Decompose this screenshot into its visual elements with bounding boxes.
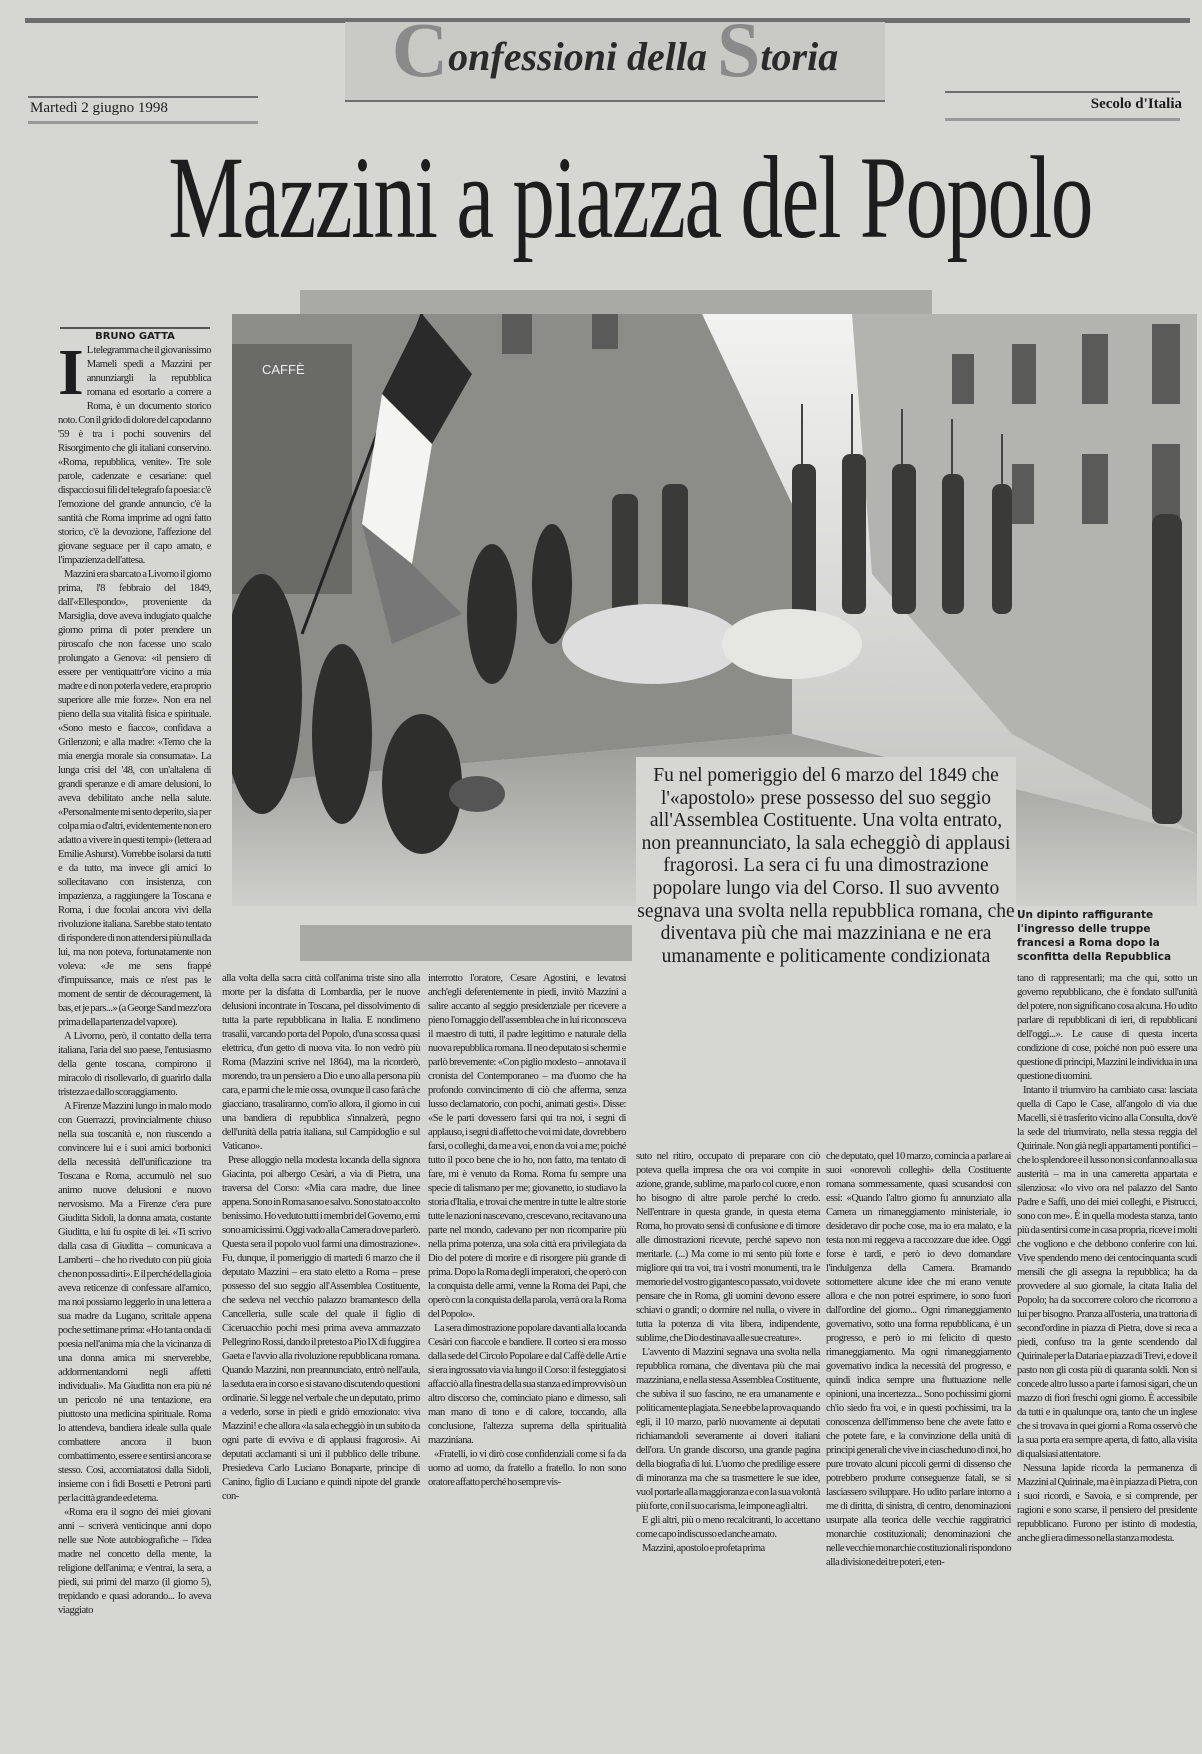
- paragraph: La sera dimostrazione popolare davanti alla locanda Cesàri con fiaccole e bandiere. Il corteo si era mosso dalla sede del Circolo Popolare e dal Caffè delle Arti e si era ingrossato via via lungo il Corso: il festeggiato si affacciò alla finestra della sua stanza ed improvvisò un altro discorso che, cominciato piano e dimesso, salì man mano di tono e di calore, toccando, alla conclusione, l'altezza suprema della spiritualità mazziniana.: [428, 1323, 626, 1446]
- headline: Mazzini a piazza del Popolo: [168, 132, 1092, 263]
- paragraph: «Roma era il sogno dei miei giovani anni – scriverà venticinque anni dopo nelle sue Note autobiografiche – l'idea madre nel concetto della mente, la religione dell'anima; e v'entrai, la sera, a piedi, sui primi del marzo (il giorno 5), trepidando e quasi adorando... Io aveva viaggiato: [58, 1507, 211, 1616]
- dog: [449, 776, 505, 812]
- headline-underbar: [300, 290, 932, 314]
- paragraph: L telegramma che il giovanissimo Mameli spedì a Mazzini per annunziargli la repubblica romana ed esortarlo a correre a Roma, è un documento storico noto. Con il grido di dolore del capodanno '59 è tra i pochi souvenirs del Risorgimento che gli italiani conservino. «Roma, repubblica, venite». Tre sole parole, cadenzate e cesariane: quel dispaccio sui fili del telegrafo fa poesia: c'è l'emozione del grande annuncio, c'è la santità che Roma imprime ad ogni fatto storico, c'è la devozione, l'affezione del giovane seguace per il capo amato, e l'impazienza dell'attesa.: [58, 345, 211, 566]
- header-rule-center: [345, 100, 885, 102]
- cafe-doorway: [232, 344, 352, 594]
- paragraph: A Livorno, però, il contatto della terra italiana, l'aria del suo paese, l'entusiasmo della gente toscana, compirono il miracolo di risollevarlo, di guarirlo dalla tristezza e dallo scoraggiamento.: [58, 1031, 211, 1098]
- cafe-sign: CAFFÈ: [262, 362, 305, 377]
- paragraph: che deputato, quel 10 marzo, comincia a parlare ai suoi «onorevoli colleghi» della Costituente romana sommessamente, quasi scusandosi con essi: «Quando l'altro giorno fu annunziato alla Camera un rimaneggiamento ministeriale, io desideravo dir poche cose, ma io era malato, e la testa non mi reggeva a raccozzare due idee. Oggi forse è tardi, e però io devo domandare l'indulgenza della Camera. Bramando sottomettere alcune idee che mi erano venute allora e che non potrei esprimere, io sono fuori dall'ordine del giorno... Ogni rimaneggiamento governativo, sotto una forma repubblicana, è un progresso, e però io mi felicito di questo rimaneggiamento. Ma ogni rimaneggiamento governativo indica la necessità del progresso, e quindi indica sempre una fluttuazione nelle opinioni, una incertezza... Sono pochissimi giorni ch'io siedo fra voi, e in questi pochissimi, tra la conoscenza dell'immenso bene che avete fatto e che potete fare, e la convinzione della unità di principi generali che vive in ciascheduno di noi, ho pure trovato alcuni piccoli germi di dissenso che potrebbero produrre conseguenze fatali, se si lasciassero sviluppare. Ho udito parlare intorno a me di diritta, di sinistra, di centro, denominazioni usurpate alla teorica delle vecchie raggiratrici monarchie costituzionali; denominazioni che nelle vecchie monarchie costituzionali rispondono alla divisione dei tre poteri, e ten-: [826, 1151, 1011, 1568]
- paragraph: Nessuna lapide ricorda la permanenza di Mazzini al Quirinale, ma è in piazza di Pietra, con i suoi ricordi, e Savoia, e si comprende, per ragioni e sono scarse, il pensiero del presidente repubblicano. Furono per istinto di modestia, anche gli era dimesso nella stanza modesta.: [1017, 1463, 1197, 1544]
- author-byline: BRUNO GATTA: [60, 327, 210, 342]
- paragraph: «Fratelli, io vi dirò cose confidenziali come si fa da uomo ad uomo, da fratello a fratello. Io non sono oratore affatto perché ho sempre vis-: [428, 1449, 626, 1488]
- article-column-2: [222, 972, 420, 1504]
- newspaper-name: Secolo d'Italia: [1090, 96, 1182, 112]
- article-column-4: [636, 1150, 820, 1556]
- issue-date: Martedì 2 giugno 1998: [30, 100, 168, 116]
- image-underbar: [300, 925, 632, 961]
- header-rule-left: [28, 96, 258, 98]
- section-title: Confessioni della Storia: [391, 6, 839, 93]
- header-rule-right: [945, 91, 1180, 93]
- paragraph: Mazzini era sbarcato a Livorno il giorno prima, l'8 febbraio del 1849, dall'«Ellespondo», proveniente da Marsiglia, dove aveva indugiato qualche giorno prima di poter prendere un piroscafo che non facesse uno scalo prolungato a Genova: «il pensiero di essere per ventiquattr'ore vicino a mia madre e di non poterla vedere, era proprio superiore alle mie forze». Non era nel pieno della sua vitalità fisica e spirituale. «Sono mesto e fiacco», confidava a Grilenzoni; e alla madre: «Temo che la mia energia morale sia consumata». La lunga crisi del '48, con un'altalena di grandi speranze e di amare delusioni, lo aveva debilitato anche nella salute. «Personalmente mi sento deperito, sia per colpa mia o d'altri, evidentemente non ero adatto a vivere in questi tempi» (lettera ad Emilie Ashurst). Vorrebbe isolarsi da tutti e da tutto, ma invece gli amici lo sollecitavano con insistenza, con impazienza, a raggiungere la Toscana e Roma, i due focolai ancora vivi della rivoluzione italiana. Sarebbe stato tentato di rispondere di non attendersi più nulla da lui, ma non poteva, fortunatamente non voleva: «Je me sens frappé d'impuissance, mais ce n'est pas le moment de sentir de découragement, là bas, et je pars...» (a George Sand mezz'ora prima della partenza del vapore).: [58, 569, 211, 1028]
- paragraph: tano di rappresentarli; ma che qui, sotto un governo repubblicano, che è fondato sull'unità del potere, non significano cosa alcuna. Ho udito parlare di repubblicani di ieri, di repubblicani dell'oggi...». Le cause di questa incerta condizione di cose, poiché non può essere una questione di principi, Mazzini le individua in una questione di uomini.: [1017, 973, 1197, 1082]
- white-horse: [722, 609, 862, 679]
- paragraph: interrotto l'oratore, Cesare Agostini, e levatosi anch'egli deferentemente in piedi, invitò Mazzini a salire accanto al seggio presidenziale per ricevere a pieno l'omaggio dell'assemblea che in lui riconosceva il maestro di tutti, il padre legittimo e naturale della nuova repubblica romana. Il neo deputato si schermì e parlò brevemente: «Con piglio modesto – annotava il cronista del Contemporaneo – ma d'uomo che ha profondo convincimento di ciò che afferma, senza lusso declamatorio, con pochi, animati gesti». Disse: «Se le parti dovessero farsi qui tra noi, i segni di applauso, i segni di affetto che voi mi date, dovrebbero farsi, o colleghi, da me a voi, e non da voi a me; poiché tutto il poco bene che io ho, non fatto, ma tentato di fare, mi è venuto da Roma. Roma fu sempre una specie di talismano per me; giovanetto, io studiavo la storia d'Italia, e trovai che mentre in tutte le altre storie tutte le nazioni nascevano, crescevano, recitavano una parte nel mondo, cadevano per non ricomparire più nella prima potenza, una sola città era privilegiata da Dio del potere di morire e di risorgere più grande di prima. Dopo la Roma degli imperatori, che operò con la conquista delle armi, venne la Roma dei Papi, che operò con la conquista della parola, verrà ora la Roma del Popolo».: [428, 973, 626, 1320]
- paragraph: Intanto il triumviro ha cambiato casa: lasciata quella di Capo le Case, all'angolo di via due Macelli, si è trasferito vicino alla Consulta, dov'è la sede del triumvirato, nella stessa reggia del Quirinale. Non già negli appartamenti pontifici – che lo splendore e il lusso non si confanno alla sua austerità – ma in una cameretta appartata e silenziosa: «Io vivo ora nel palazzo del Santo Padre e Saffi, uno dei miei colleghi, e Pistrucci, sono con me». È in quella modesta stanza, tanto più da sentirsi come in casa propria, riceve i molti che vogliono e che debbono conferire con lui. Vive spendendo meno dei centocinquanta scudi mensili che gli assegna la repubblica; ha da provvedere al suo giornale, la citata Italia del Popolo; ha da soccorrere coloro che ricorrono a lui per bisogno. Pranza all'osteria, una trattoria di second'ordine in piazza di Pietra, dove si reca a piedi, confuso tra la gente scendendo dal Quirinale per la Dataria e piazza di Trevi, e dove il pasto non gli costa più di quaranta soldi. Non si concede altro lusso a parte i famosi sigari, che un mazzo di fiori freschi ogni giorno. È accessibile da tutti e in qualunque ora, tanto che un inglese che si trovava in quei giorni a Roma osservò che la sua porta era sempre aperta, di fatto, alla visita di qualsiasi attentatore.: [1017, 1085, 1197, 1460]
- header-rule-bottom-left: [28, 121, 258, 124]
- article-column-6: [1017, 972, 1197, 1546]
- pull-quote: Fu nel pomeriggio del 6 marzo del 1849 che l'«apostolo» prese possesso del suo seggio all'Assemblea Costituente. Una volta entrato, non preannunciato, la sala echeggiò di applausi fragorosi. La sera ci fu una dimostrazione popolare lungo via del Corso. Il suo avvento segnava una svolta nella repubblica romana, che diventava più che mai mazziniana e ne era umanamente e politicamente condizionata: [636, 757, 1016, 1152]
- article-column-5: [826, 1150, 1011, 1570]
- paragraph: alla volta della sacra città coll'anima triste sino alla morte per la disfatta di Lombardia, per le nuove delusioni incontrate in Toscana, pel dissolvimento di tutta la parte repubblicana in Italia. E nondimeno trasalii, varcando porta del Popolo, d'una scossa quasi elettrica, d'un getto di nuova vita. Io non vedrò più Roma (Mazzini scrive nel 1864), ma la ricorderò, morendo, tra un pensiero a Dio e uno alla persona più cara, e parmi che le mie ossa, ovunque il caso farà che giacciano, trasaliranno, com'io allora, il giorno in cui una bandiera di repubblica s'innalzerà, pegno dell'unità della patria italiana, sul Campidoglio e sul Vaticano».: [222, 973, 420, 1152]
- article-column-3: [428, 972, 626, 1490]
- white-horse: [562, 604, 742, 684]
- paragraph: Mazzini, apostolo e profeta prima: [642, 1543, 765, 1554]
- paragraph: E gli altri, più o meno recalcitranti, lo accettano come capo indiscusso ed anche amato.: [636, 1515, 820, 1540]
- paragraph: Prese alloggio nella modesta locanda della signora Giacinta, poi albergo Cesàri, a via di Pietra, una traversa del Corso: «Mia cara madre, due linee appena. Sono in Roma sano e salvo. Sono stato accolto benissimo. Ho veduto tutti i membri del Governo, e mi sono amicissimi. Oggi vado alla Camera dove parlerò. Questa sera il popolo vuol farmi una dimostrazione». Fu, dunque, il pomeriggio di martedì 6 marzo che il deputato Mazzini – era stato eletto a Roma – prese possesso del suo seggio all'Assemblea Costituente, che sedeva nel vecchio palazzo bramantesco della Cancelleria, sulle scale del quale il figlio di Ciceruacchio pochi mesi prima aveva ammazzato Pellegrino Rossi, dando il pretesto a Pio IX di fuggire a Gaeta e l'avvio alla rivoluzione repubblicana romana. Quando Mazzini, non preannunciato, entrò nell'aula, la seduta era in corso e si stavano discutendo questioni ordinarie. Si legge nel verbale che un deputato, primo a vederlo, sorse in piedi e gridò emozionato: viva Mazzini! e che allora «la sala echeggiò in un subito da ogni parte di evviva e di applausi fragorosi». Ai deputati acclamanti si unì il pubblico delle tribune. Presiedeva Carlo Luciano Bonaparte, principe di Canino, figlio di Luciano e quindi nipote del grande con-: [222, 1155, 420, 1502]
- paragraph: A Firenze Mazzini lungo in malo modo con Guerrazzi, provincialmente chiuso nella sua toscanità e, non riuscendo a convincere lui e i suoi amici borbonici della necessità dell'unificazione tra Toscana e Roma, accumulò nel suo animo nuove delusioni e nuovo nervosismo. Ma a Firenze c'era pure Giuditta Sidoli, la donna amata, costante Giuditta, e lui fu ospite di lei. «Ti scrivo dalla casa di Giuditta – comunicava a Lamberti – che ho riveduto con più gioia che non possa dirti». E il perché della gioia aveva reticenze di confessare all'amico, ma noi possiamo leggerlo in una lettera a sua madre da Lugano, scrittale appena poche settimane prima: «Ho tanta onda di poesia nell'anima mia che la vicinanza di una donna amica mi snerverebbe, addormentandomi negli affetti individuali». Ma Giuditta non era più né un pericolo né una tentazione, era piuttosto una medicina spirituale. Roma lo attendeva, bandiera ideale sulla quale combattere ancora il buon combattimento, essere e sentirsi ancora se stesso. Così, accomiatatosi dalla Sidoli, insieme con i fidi Bosetti e Petroni partì per la città grande ed eterna.: [58, 1101, 211, 1504]
- image-caption: Un dipinto raffigurante l'ingresso delle truppe francesi a Roma dopo la sconfitta della Repubblica: [1017, 909, 1172, 963]
- header-rule-bottom-right: [945, 118, 1180, 121]
- paragraph: suto nel ritiro, occupato di preparare con ciò poteva quella impresa che ora voi compite in azione, grande, sublime, ma parlo col cuore, e non ho bisogno di altre parole perché lo credo. Nell'entrare in questa grande, in questa eterna Roma, ho provato sensi di confusione e di timore alle dimostrazioni ricevute, perché sapevo non meritarle. (...) Ma come io mi sento più forte e migliore qui tra voi, tra i vostri monumenti, tra le memorie del vostro gigantesco passato, voi dovete pensare che in Roma, gli uomini devono essere schiavi o grandi; o dormire nel nulla, o vivere in tutta la potenza di vita libera, indipendente, sublime, che Dio destinava alle sue creature».: [636, 1151, 820, 1344]
- drop-cap: I: [58, 336, 84, 409]
- paragraph: L'avvento di Mazzini segnava una svolta nella repubblica romana, che diventava più che mai mazziniana, e nella stessa Assemblea Costituente, che subiva il suo fascino, ne era umanamente e politicamente plagiata. Se ne ebbe la prova quando egli, il 10 marzo, parlò nuovamente ai deputati richiamandoli severamente ai doveri italiani dell'ora. Un grande discorso, una grande pagina della biografia di lui. L'uomo che predilige essere di minoranza ma che sa trasmettere le sue idee, vuol portarle alla maggioranza e con la sua volontà più forte, con il suo carisma, le impone agli altri.: [636, 1347, 820, 1512]
